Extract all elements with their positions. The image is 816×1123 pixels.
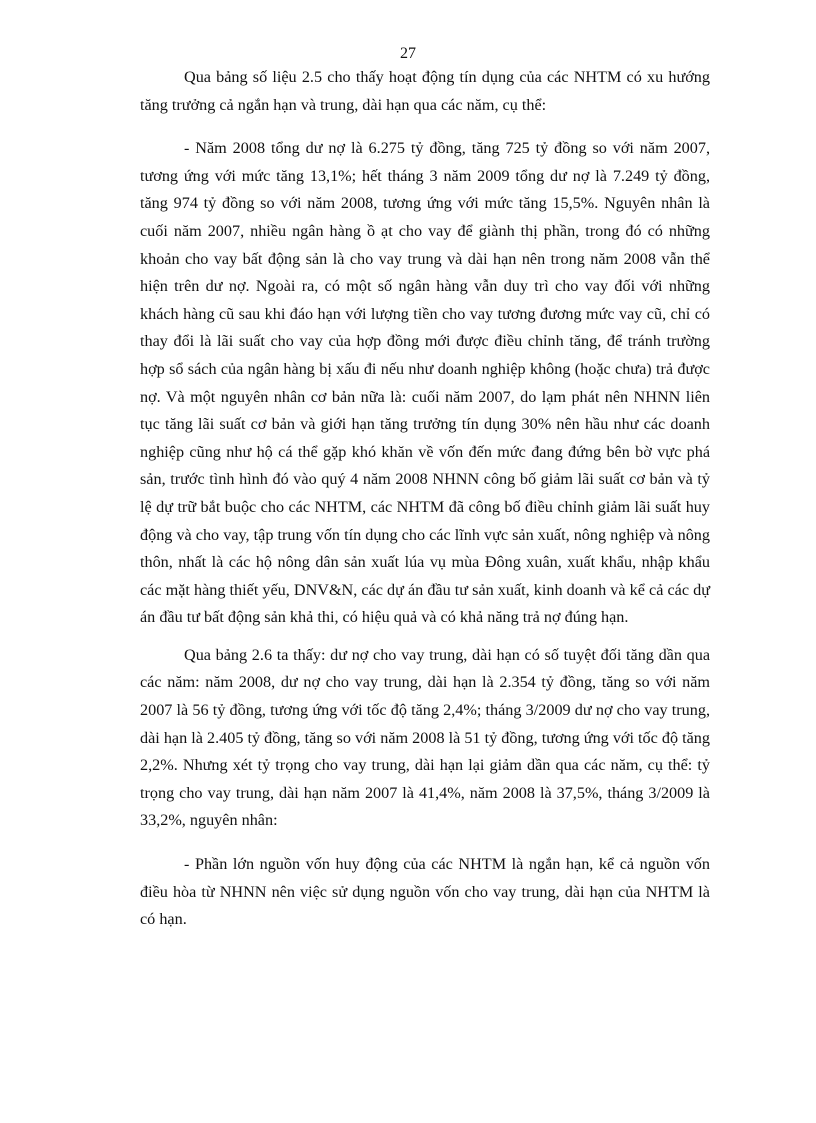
page-number: 27 [400, 45, 416, 62]
paragraph-intro: Qua bảng số liệu 2.5 cho thấy hoạt động tín dụng của các NHTM có xu hướng tăng trưởng cả ngắn hạn và trung, dài hạn qua các năm, cụ thể: [140, 68, 710, 114]
paragraph-2008-analysis: - Năm 2008 tổng dư nợ là 6.275 tỷ đồng, tăng 725 tỷ đồng so với năm 2007, tương ứng với mức tăng 13,1%; hết tháng 3 năm 2009 tổng dư nợ là 7.249 tỷ đồng, tăng 974 tỷ đồng so với năm 2008, tương ứng với mức tăng 15,5%. Nguyên nhân là cuối năm 2007, nhiều ngân hàng ồ ạt cho vay để giành thị phần, trong đó có những khoản cho vay bất động sản là cho vay trung và dài hạn nên trong năm 2008 vẫn thể hiện trên dư nợ. Ngoài ra, có một số ngân hàng vẫn duy trì cho vay đối với những khách hàng cũ sau khi đáo hạn với lượng tiền cho vay tương đương mức vay cũ, chỉ có thay đổi là lãi suất cho vay của hợp đồng mới được điều chỉnh tăng, để tránh trường hợp sổ sách của ngân hàng bị xấu đi nếu như doanh nghiệp không (hoặc chưa) trả được nợ. Và một nguyên nhân cơ bản nữa là: cuối năm 2007, do lạm phát nên NHNN liên tục tăng lãi suất cơ bản và giới hạn tăng trưởng tín dụng 30% nên hầu như các doanh nghiệp cũng như hộ cá thể gặp khó khăn về vốn đến mức đang đứng bên bờ vực phá sản, trước tình hình đó vào quý 4 năm 2008 NHNN công bố giảm lãi suất cơ bản và tỷ lệ dự trữ bắt buộc cho các NHTM, các NHTM đã công bố điều chỉnh giảm lãi suất huy động và cho vay, tập trung vốn tín dụng cho các lĩnh vực sản xuất, nông nghiệp và nông thôn, nhất là các hộ nông dân sản xuất lúa vụ mùa Đông xuân, xuất khẩu, nhập khẩu các mặt hàng thiết yếu, DNV&N, các dự án đầu tư sản xuất, kinh doanh và kể cả các dự án đầu tư bất động sản khả thi, có hiệu quả và có khả năng trả nợ đúng hạn. [140, 139, 710, 627]
document-body [140, 64, 710, 934]
paragraph-reason-1: - Phần lớn nguồn vốn huy động của các NHTM là ngắn hạn, kể cả nguồn vốn điều hòa từ NHNN nên việc sử dụng nguồn vốn cho vay trung, dài hạn của NHTM là có hạn. [140, 855, 710, 929]
paragraph-table-2-6: Qua bảng 2.6 ta thấy: dư nợ cho vay trung, dài hạn có số tuyệt đối tăng dần qua các năm: năm 2008, dư nợ cho vay trung, dài hạn là 2.354 tỷ đồng, tăng so với năm 2007 là 56 tỷ đồng, tương ứng với tốc độ tăng 2,4%; tháng 3/2009 dư nợ cho vay trung, dài hạn là 2.405 tỷ đồng, tăng so với năm 2008 là 51 tỷ đồng, tương ứng với tốc độ tăng 2,2%. Nhưng xét tỷ trọng cho vay trung, dài hạn lại giảm dần qua các năm, cụ thể: tỷ trọng cho vay trung, dài hạn năm 2007 là 41,4%, năm 2008 là 37,5%, tháng 3/2009 là 33,2%, nguyên nhân: [140, 645, 710, 830]
